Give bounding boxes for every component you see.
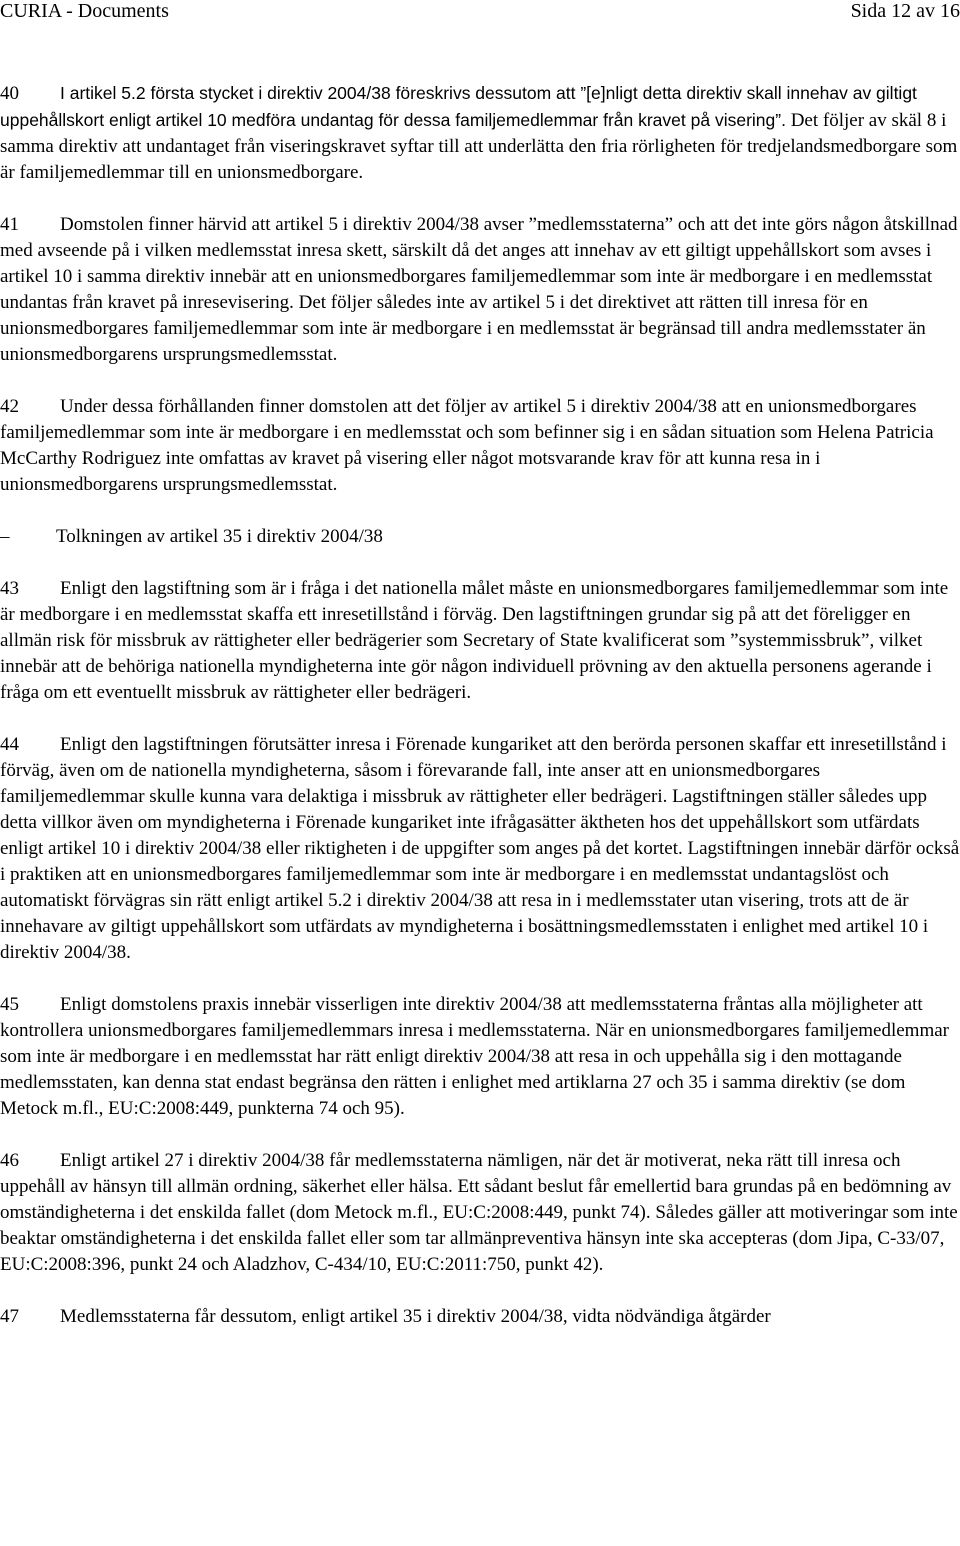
paragraph-number: 44	[0, 734, 19, 755]
paragraph-44	[0, 732, 960, 966]
paragraph-text: Medlemsstaterna får dessutom, enligt artikel 35 i direktiv 2004/38, vidta nödvändiga åtgärder	[60, 1306, 771, 1327]
heading-text: Tolkningen av artikel 35 i direktiv 2004/38	[56, 526, 383, 547]
paragraph-text: Enligt artikel 27 i direktiv 2004/38 får medlemsstaterna nämligen, när det är motiverat, neka rätt till inresa och uppehåll av hänsyn till allmän ordning, säkerhet eller hälsa. Ett sådant beslut får emellertid bara grundas på en bedömning av omständigheterna i det enskilda fallet (dom Metock m.fl., EU:C:2008:449, punkt 74). Således gäller att motiveringar som inte beaktar omständigheterna i det enskilda fallet eller som tar allmänpreventiva hänsyn inte ska accepteras (dom Jipa, C‑33/07, EU:C:2008:396, punkt 24 och Aladzhov, C‑434/10, EU:C:2011:750, punkt 42).	[0, 1150, 958, 1275]
document-title: CURIA - Documents	[0, 0, 169, 22]
paragraph-text-continued: Det följer av skäl 8 i samma direktiv att undantaget från viseringskravet syftar till att underlätta den fria rörligheten för tredjelandsmedborgare som är familjemedlemmar till en unionsmedborgare.	[0, 110, 958, 183]
paragraph-number: 47	[0, 1306, 19, 1327]
paragraph-text: Under dessa förhållanden finner domstolen att det följer av artikel 5 i direktiv 2004/38 att en unionsmedborgares familjemedlemmar som inte är medborgare i en medlemsstat och som befinner sig i en sådan situation som Helena Patricia McCarthy Rodriguez inte omfattas av kravet på visering eller något motsvarande krav för att kunna resa in i unionsmedborgarens ursprungsmedlemsstat.	[0, 396, 934, 495]
paragraph-47	[0, 1304, 960, 1330]
paragraph-42	[0, 394, 960, 498]
paragraph-number: 43	[0, 578, 19, 599]
paragraph-text: Enligt den lagstiftningen förutsätter inresa i Förenade kungariket att den berörda personen skaffar ett inresetillstånd i förväg, även om de nationella myndigheterna, såsom i förevarande fall, inte anser att en unionsmedborgares familjemedlemmar skulle kunna vara delaktiga i missbruk av rättigheter eller bedrägeri. Lagstiftningen ställer således upp detta villkor även om myndigheterna i Förenade kungariket inte ifrågasätter äktheten hos det uppehållskort som utfärdats enligt artikel 10 i direktiv 2004/38 eller riktigheten i de uppgifter som anges på det kortet. Lagstiftningen innebär därför också i praktiken att en unionsmedborgares familjemedlemmar som inte är medborgare i en medlemsstat undantagslöst och automatiskt förvägras sin rätt enligt artikel 5.2 i direktiv 2004/38 att resa in i medlemsstater utan visering, trots att de är innehavare av giltigt uppehållskort som utfärdats av myndigheterna i bosättningsmedlemsstaten i enlighet med artikel 10 i direktiv 2004/38.	[0, 734, 960, 963]
paragraph-46	[0, 1148, 960, 1278]
paragraph-text: I artikel 5.2 första stycket i direktiv 2004/38 föreskrivs dessutom att ”[e]nligt detta direktiv skall innehav av giltigt uppehållskort enligt artikel 10 medföra undantag för dessa familjemedlemmar från kravet på visering”.	[0, 83, 917, 130]
paragraph-41	[0, 212, 960, 368]
paragraph-text: Enligt den lagstiftning som är i fråga i det nationella målet måste en unionsmedborgares familjemedlemmar som inte är medborgare i en medlemsstat skaffa ett inresetillstånd i förväg. Den lagstiftningen grundar sig på att det föreligger en allmän risk för missbruk av rättigheter eller bedrägerier som Secretary of State kvalificerat som ”systemmissbruk”, vilket innebär att de behöriga nationella myndigheterna inte gör någon individuell prövning av den aktuella personens agerande i fråga om ett eventuellt missbruk av rättigheter eller bedrägeri.	[0, 578, 949, 703]
paragraph-43	[0, 576, 960, 706]
paragraph-number: 40	[0, 83, 19, 104]
paragraph-40	[0, 80, 960, 186]
page-number: Sida 12 av 16	[850, 0, 960, 22]
heading-dash: –	[0, 526, 10, 547]
paragraph-number: 42	[0, 396, 19, 417]
paragraph-45	[0, 992, 960, 1122]
section-heading	[0, 524, 960, 550]
paragraph-number: 41	[0, 214, 19, 235]
paragraph-number: 45	[0, 994, 19, 1015]
paragraph-number: 46	[0, 1150, 19, 1171]
paragraph-text: Domstolen finner härvid att artikel 5 i direktiv 2004/38 avser ”medlemsstaterna” och att det inte görs någon åtskillnad med avseende på i vilken medlemsstat inresa skett, särskilt då det anges att innehav av ett giltigt uppehållskort som avses i artikel 10 i samma direktiv innebär att en unionsmedborgares familjemedlemmar som inte är medborgare i en medlemsstat undantas från kravet på inresevisering. Det följer således inte av artikel 5 i det direktivet att rätten till inresa för en unionsmedborgares familjemedlemmar som inte är medborgare i en medlemsstat är begränsad till andra medlemsstater än unionsmedborgarens ursprungsmedlemsstat.	[0, 214, 958, 365]
paragraph-text: Enligt domstolens praxis innebär visserligen inte direktiv 2004/38 att medlemsstaterna fråntas alla möjligheter att kontrollera unionsmedborgares familjemedlemmars inresa i medlemsstaterna. När en unionsmedborgares familjemedlemmar som inte är medborgare i en medlemsstat har rätt enligt direktiv 2004/38 att resa in och uppehålla sig i den mottagande medlemsstaten, kan denna stat endast begränsa den rätten i enlighet med artiklarna 27 och 35 i samma direktiv (se dom Metock m.fl., EU:C:2008:449, punkterna 74 och 95).	[0, 994, 949, 1119]
document-body	[0, 80, 960, 1356]
page-header	[0, 0, 960, 30]
